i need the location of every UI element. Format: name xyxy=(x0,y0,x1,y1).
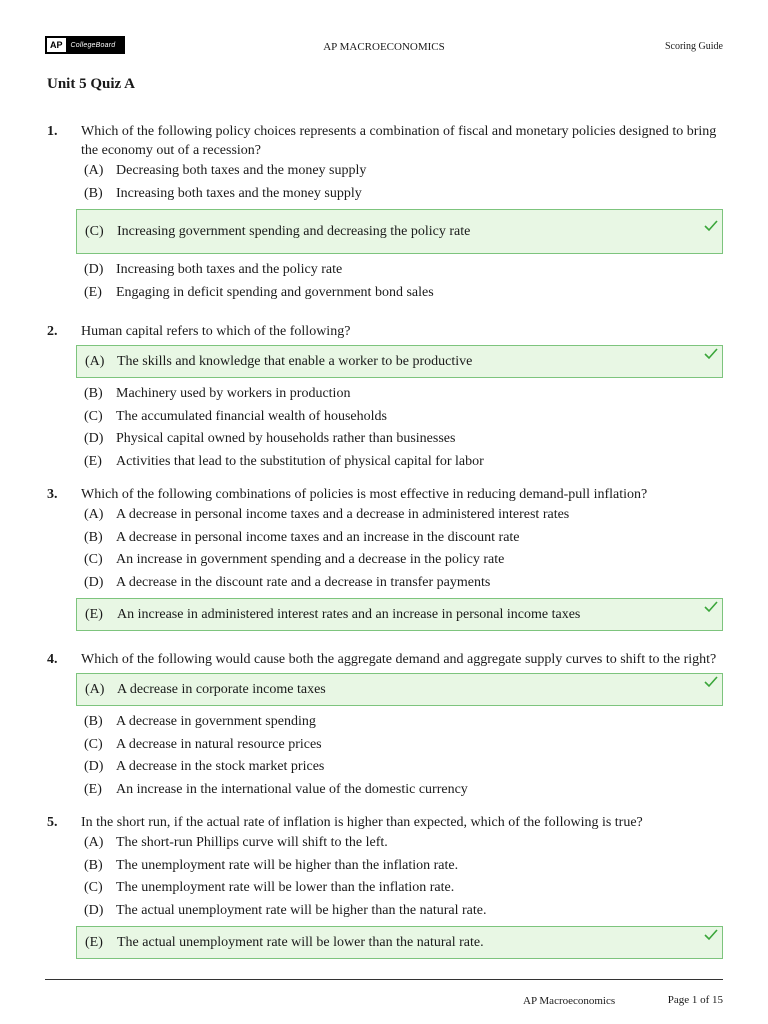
option-letter: (A) xyxy=(85,682,105,697)
option-text: The short-run Phillips curve will shift to the left. xyxy=(116,835,388,850)
option-text: The actual unemployment rate will be higher than the natural rate. xyxy=(116,902,487,918)
logo-ap-text: AP xyxy=(47,38,66,52)
option-letter: (B) xyxy=(84,386,103,401)
question-number: 4. xyxy=(47,652,58,667)
option-letter: (A) xyxy=(84,835,104,850)
question-4 xyxy=(45,650,723,801)
option-letter: (E) xyxy=(85,607,103,622)
option-text: The unemployment rate will be higher than the inflation rate. xyxy=(116,857,459,873)
option-a[interactable] xyxy=(45,832,723,855)
option-c[interactable] xyxy=(45,549,723,572)
option-letter: (B) xyxy=(84,714,103,729)
option-d[interactable] xyxy=(45,572,723,595)
option-text: The actual unemployment rate will be lower than the natural rate. xyxy=(117,935,484,950)
option-b[interactable] xyxy=(45,711,723,734)
option-e[interactable] xyxy=(45,451,723,474)
option-text: A decrease in personal income taxes and an increase in the discount rate xyxy=(116,529,520,545)
question-text: Which of the following would cause both the aggregate demand and aggregate supply curves to shift to the right? xyxy=(81,652,717,667)
option-letter: (E) xyxy=(84,284,102,300)
checkmark-icon xyxy=(704,220,718,232)
page-title: Unit 5 Quiz A xyxy=(47,76,135,92)
option-text: Machinery used by workers in production xyxy=(116,386,351,401)
option-text: The unemployment rate will be lower than the inflation rate. xyxy=(116,880,455,895)
page-number: Page 1 of 15 xyxy=(667,994,723,1006)
option-d[interactable] xyxy=(45,756,723,779)
option-a[interactable] xyxy=(45,160,723,183)
option-text: A decrease in corporate income taxes xyxy=(117,682,326,697)
option-a-correct[interactable] xyxy=(76,345,723,378)
option-b[interactable] xyxy=(45,527,723,550)
option-letter: (C) xyxy=(84,736,103,752)
option-b[interactable] xyxy=(45,855,723,878)
option-e-correct[interactable] xyxy=(76,926,723,959)
option-a-correct[interactable] xyxy=(76,673,723,706)
option-text: A decrease in the discount rate and a decrease in transfer payments xyxy=(116,574,491,590)
option-a[interactable] xyxy=(45,504,723,527)
option-letter: (A) xyxy=(85,354,105,369)
option-text: Physical capital owned by households rather than businesses xyxy=(116,431,456,446)
question-text: In the short run, if the actual rate of inflation is higher than expected, which of the following is true? xyxy=(81,815,643,830)
checkmark-icon xyxy=(704,601,718,613)
option-text: An increase in administered interest rates and an increase in personal income taxes xyxy=(117,607,581,622)
option-b[interactable] xyxy=(45,383,723,406)
footer-divider xyxy=(45,979,723,980)
option-letter: (D) xyxy=(84,902,104,918)
checkmark-icon xyxy=(704,676,718,688)
option-d[interactable] xyxy=(45,900,723,923)
question-text: Which of the following policy choices represents a combination of fiscal and monetary policies designed to bring the economy out of a recession? xyxy=(81,124,717,158)
option-text: A decrease in government spending xyxy=(116,714,316,729)
option-text: A decrease in personal income taxes and a decrease in administered interest rates xyxy=(116,507,570,522)
option-letter: (D) xyxy=(84,759,104,774)
question-number: 1. xyxy=(47,124,58,139)
option-text: Increasing both taxes and the money supply xyxy=(116,185,362,201)
option-letter: (D) xyxy=(84,574,104,590)
option-text: Increasing government spending and decreasing the policy rate xyxy=(117,224,471,239)
option-letter: (C) xyxy=(85,224,104,239)
option-letter: (A) xyxy=(84,507,104,522)
option-letter: (C) xyxy=(84,552,103,567)
question-number: 2. xyxy=(47,324,58,339)
option-letter: (D) xyxy=(84,262,104,277)
option-e-correct[interactable] xyxy=(76,598,723,631)
option-letter: (E) xyxy=(84,781,102,797)
option-letter: (C) xyxy=(84,880,103,895)
option-e[interactable] xyxy=(45,282,723,305)
page-header xyxy=(45,36,723,56)
question-text: Human capital refers to which of the following? xyxy=(81,324,351,339)
question-3 xyxy=(45,485,723,636)
question-5 xyxy=(45,813,723,964)
option-letter: (E) xyxy=(85,935,103,950)
option-letter: (B) xyxy=(84,857,103,873)
option-e[interactable] xyxy=(45,779,723,802)
checkmark-icon xyxy=(704,348,718,360)
question-2 xyxy=(45,322,723,473)
option-text: Engaging in deficit spending and government bond sales xyxy=(116,284,434,300)
option-c[interactable] xyxy=(45,406,723,429)
option-text: Decreasing both taxes and the money supply xyxy=(116,163,367,178)
option-text: A decrease in the stock market prices xyxy=(116,759,325,774)
option-text: Increasing both taxes and the policy rate xyxy=(116,262,343,277)
question-number: 5. xyxy=(47,815,58,830)
option-letter: (E) xyxy=(84,453,102,469)
option-text: Activities that lead to the substitution of physical capital for labor xyxy=(116,453,484,469)
option-letter: (D) xyxy=(84,431,104,446)
option-letter: (C) xyxy=(84,408,103,424)
option-text: A decrease in natural resource prices xyxy=(116,736,322,752)
checkmark-icon xyxy=(704,929,718,941)
option-b[interactable] xyxy=(45,183,723,206)
question-1 xyxy=(45,122,723,304)
option-c[interactable] xyxy=(45,877,723,900)
option-c[interactable] xyxy=(45,734,723,757)
option-text: The accumulated financial wealth of households xyxy=(116,408,387,424)
header-course: AP MACROECONOMICS xyxy=(323,41,445,53)
option-text: The skills and knowledge that enable a worker to be productive xyxy=(117,354,473,369)
option-d[interactable] xyxy=(45,428,723,451)
option-text: An increase in the international value of the domestic currency xyxy=(116,781,468,797)
option-letter: (A) xyxy=(84,163,104,178)
logo-cb-text: CollegeBoard xyxy=(70,41,116,49)
option-text: An increase in government spending and a decrease in the policy rate xyxy=(116,552,505,567)
option-letter: (B) xyxy=(84,185,103,201)
option-d[interactable] xyxy=(45,259,723,282)
question-number: 3. xyxy=(47,487,58,502)
header-doc-type: Scoring Guide xyxy=(664,41,723,52)
option-c-correct[interactable] xyxy=(76,209,723,254)
question-text: Which of the following combinations of policies is most effective in reducing demand-pull inflation? xyxy=(81,487,648,502)
footer-course: AP Macroeconomics xyxy=(523,995,616,1007)
option-letter: (B) xyxy=(84,529,103,545)
